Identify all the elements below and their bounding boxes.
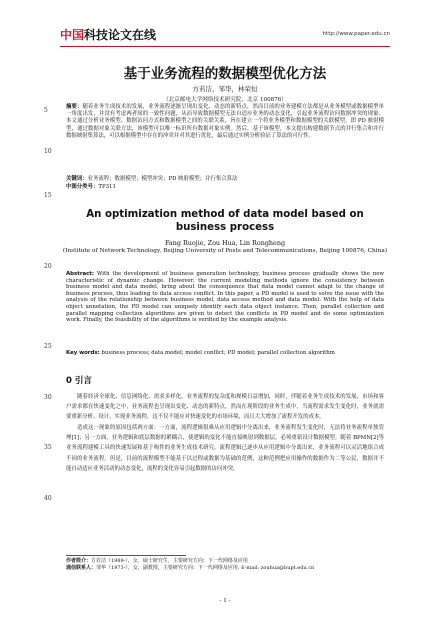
english-keywords-text: business process; data model; model conflict; PD model; parallel collection algorithm [101,350,335,356]
footnote-author-label: 作者简介： [66,558,92,564]
line-number: 20 [44,263,52,270]
footnote-author [66,558,384,565]
body-paragraph: 随着经济全球化、信息网络化，需求多样化，业务流程的复杂度和规模日益增加，同时，伴随着业务生成技术的发展，市场和客户需求都在快速变化之中，业务流程也呈现出变化、动态的新特点。然而在现阶段的业务生成中，当流程需求发生变化时，业务就需要重新分析、设计，实现业务流程，这不仅不能应对快速变化的市场环境，而且大大增加了流程开发的成本。 [66,394,384,421]
chinese-abstract-label: 摘要： [66,104,83,110]
footnote [66,558,384,572]
logo-red-text: 中国 [60,28,85,42]
english-abstract-text: With the development of business generation technology, business process gradually shows the new characteristic of dynamic change. However, the current modeling methods ignore the consistency between business model and data model, bring about the consequence that data model cannot adapt to the change of business process, thus leading to data access conflict. In this paper, a PD model is used to solve the issue with the analysis of the relationship between business model, data access method and data model. With the help of data object annotation, the PD model can uniquely identify each data object instance. Then, parallel collection and parallel mapping collection algorithms are given to detect the conflicts in PD model and do some optimization work. Finally, the feasibility of the algorithms is verified by the example analysis. [66,271,384,324]
line-number: 40 [44,495,52,502]
page-header [60,28,390,44]
chinese-abstract-text: 随着业务生成技术的发展，业务流程逐渐呈现出变化、动态的新特点，然而目前的业务建模方法都是从业务模型或数据模型单一角度出发，并没有考虑两者间的一致性问题，从而导致数据模型无法自适应业务的动态变化，引起业务流程访问数据冲突的现象。本文通过分析业务模型、数据访问方式和数据模型之间的关联关系，旨在建立一个将业务模型和数据模型的关联模型，即 PD 映射模型，通过数据对象关联方法，该模型可以唯一标识所有数据对象实例。然后，基于该模型，本文提出构建数据节点的并行集合和并行数据映射集算法，可以根据模型中存在的冲突并对其进行优化，最后通过实例分析验证了算法的可行性。 [66,104,384,139]
header-rule [60,46,390,47]
footnote-contact-text: 邹华（1973-），女，副教授，主要研究方向：下一代网络及应用. E-mail: zouhua@bupt.edu.cn [96,565,315,571]
english-keywords [66,350,384,357]
section-body [66,392,384,475]
chinese-affiliation: （北京邮电大学网络技术研究院，北京 100876） [163,97,287,103]
section-heading: 0 引言 [66,376,92,386]
english-abstract [66,271,384,324]
footnote-author-text: 方若洁（1989-），女，硕士研究生，主要研究方向：下一代网络及应用 [91,558,248,564]
english-abstract-label: Abstract: [66,271,95,277]
chinese-abstract [66,104,384,140]
site-logo[interactable] [60,28,156,42]
classification-number [66,184,384,191]
footnote-contact [66,565,384,572]
site-url[interactable]: http://www.paper.edu.cn [322,31,390,37]
page-number: - 1 - [219,598,231,604]
chinese-authors: 方若洁，邹华，林荣恒 [192,85,258,93]
footnote-rule [66,555,186,556]
chinese-keywords [66,176,384,183]
body-paragraph: 造成这一现象的原因包括两方面：一方面，流程逻辑很难从应用逻辑中分离出来，业务流程发生变化时，无法将业务流程单独管理[1]；另一方面，业务逻辑和底层数据的紧耦合，使逻辑的变化不能直接映射到数据层，必须重新设计数据模型。随着 BPMN[2]等业务流程建模工具的快速发展和基于构件的业务生成技术研究，流程逻辑已逐步从应用逻辑中分离出来，业务流程可以灵活地组合成不同的业务流程。但是，目前的流程模型不能基于以过程或数据为基础的范例，这种范例把应用操作的数据作为二等公民，数据并不能自动适应业务活动的动态变化，流程的变化容易引起数据的访问冲突。 [66,425,384,472]
line-number: 25 [44,343,52,350]
line-number: 30 [44,394,52,401]
english-keywords-label: Key words: [66,350,100,356]
chinese-title: 基于业务流程的数据模型优化方法 [123,66,327,82]
chinese-keywords-text: 业务流程；数据模型；模型冲突；PD 映射模型；并行集合算法 [87,176,238,182]
english-title: An optimization method of data model based on business process [86,209,364,233]
classification-value: TP311 [98,184,116,190]
chinese-keywords-label: 关键词： [66,176,88,182]
footnote-contact-label: 通信联系人： [66,565,97,571]
line-number: 10 [44,148,52,155]
line-number: 35 [44,444,52,451]
classification-label: 中图分类号： [66,184,99,190]
english-authors: Fang Ruojie, Zou Hua, Lin Rongheng [164,239,286,247]
logo-black-text: 科技论文在线 [84,28,157,42]
line-number: 15 [44,192,52,199]
line-number: 5 [44,107,48,114]
english-affiliation: (Institute of Network Technology, Beijing University of Posts and Telecommunications, Beijing 100876, China) [62,248,388,254]
